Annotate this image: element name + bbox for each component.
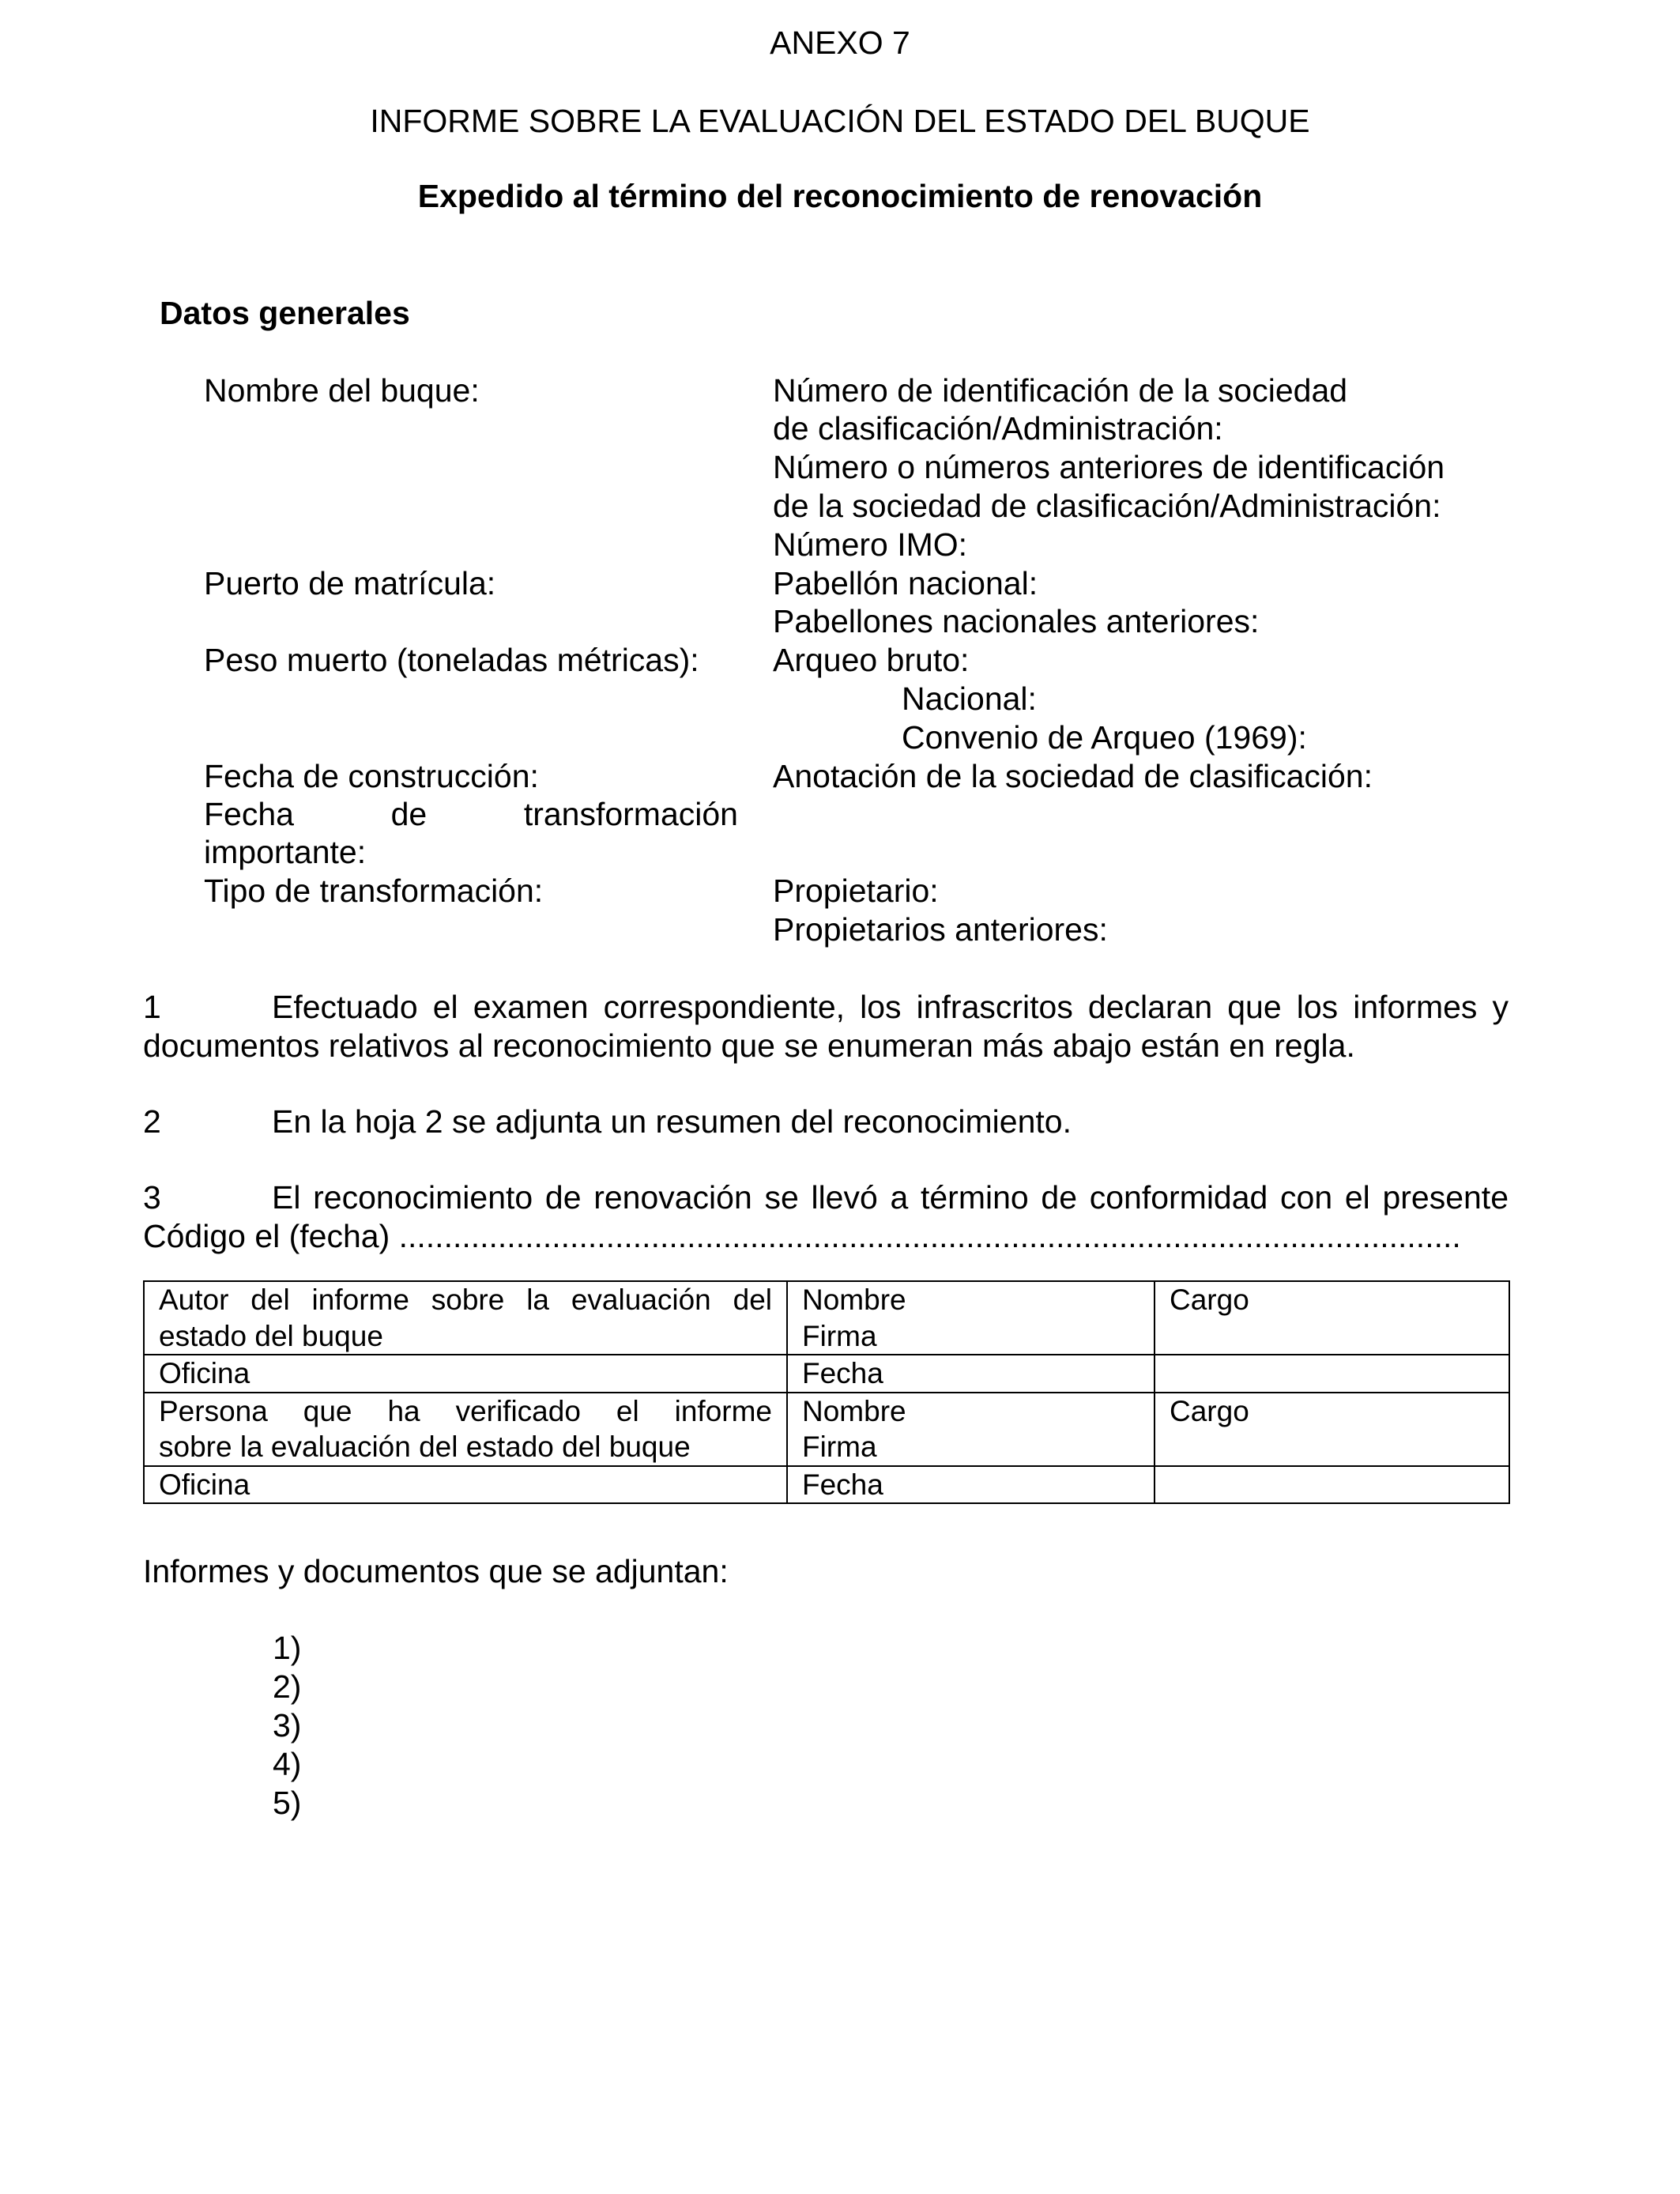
report-title: INFORME SOBRE LA EVALUACIÓN DEL ESTADO DEL BUQUE [370,103,1310,139]
table-row [144,1281,1509,1355]
convention-tonnage-label: Convenio de Arqueo (1969): [902,719,1307,756]
author-cell: Autor del informe sobre la evaluación del estado del buque [144,1281,787,1355]
table-row [144,1466,1509,1504]
signature-table [143,1280,1510,1504]
annex-title: ANEXO 7 [770,25,910,61]
conversion-date-label-cont: importante: [204,834,367,870]
paragraph-text: En la hoja 2 se adjunta un resumen del reconocimiento. [272,1103,1072,1140]
previous-id-numbers-label: Número o números anteriores de identificación [773,449,1445,485]
conversion-date-label: Fecha de transformación [204,796,738,832]
attachment-item: 1) [273,1630,302,1666]
deadweight-label: Peso muerto (toneladas métricas): [204,642,699,678]
office-cell: Oficina [144,1466,787,1504]
imo-number-label: Número IMO: [773,526,968,563]
class-id-number-label: Número de identificación de la sociedad [773,372,1348,409]
conversion-type-label: Tipo de transformación: [204,873,544,909]
build-date-label: Fecha de construcción: [204,758,539,794]
position-cell: Cargo [1155,1393,1509,1466]
attachment-item: 4) [273,1746,302,1782]
date-fill-line: Código el (fecha) ...................................................................................................................... [143,1217,1461,1254]
attachment-item: 3) [273,1707,302,1744]
paragraph-2 [143,1103,1509,1141]
name-signature-cell: Nombre Firma [787,1393,1155,1466]
paragraph-1 [143,988,1509,1065]
attachment-item: 2) [273,1668,302,1705]
empty-cell [1155,1355,1509,1393]
paragraph-text-cont: documentos relativos al reconocimiento que se enumeran más abajo están en regla. [143,1027,1355,1064]
port-of-registry-label: Puerto de matrícula: [204,565,496,601]
date-cell: Fecha [787,1355,1155,1393]
office-cell: Oficina [144,1355,787,1393]
verifier-cell: Persona que ha verificado el informe sobre la evaluación del estado del buque [144,1393,787,1466]
attachments-heading: Informes y documentos que se adjuntan: [143,1553,729,1589]
table-row [144,1393,1509,1466]
national-tonnage-label: Nacional: [902,680,1037,717]
previous-flags-label: Pabellones nacionales anteriores: [773,603,1260,639]
table-row [144,1355,1509,1393]
paragraph-number: 3 [143,1179,161,1216]
position-cell: Cargo [1155,1281,1509,1355]
previous-id-numbers-label-cont: de la sociedad de clasificación/Administración: [773,488,1441,524]
name-signature-cell: Nombre Firma [787,1281,1155,1355]
paragraph-number: 2 [143,1103,161,1140]
class-notation-label: Anotación de la sociedad de clasificación: [773,758,1373,794]
general-data-heading: Datos generales [160,295,410,331]
report-subtitle: Expedido al término del reconocimiento de renovación [417,178,1263,214]
flag-label: Pabellón nacional: [773,565,1038,601]
owner-label: Propietario: [773,873,939,909]
previous-owners-label: Propietarios anteriores: [773,911,1108,948]
gross-tonnage-label: Arqueo bruto: [773,642,970,678]
paragraph-3 [143,1178,1509,1255]
paragraph-text: Efectuado el examen correspondiente, los infrascritos declaran que los informes y [272,989,1509,1025]
date-cell: Fecha [787,1466,1155,1504]
paragraph-text: El reconocimiento de renovación se llevó a término de conformidad con el presente [272,1179,1509,1216]
class-id-number-label-cont: de clasificación/Administración: [773,410,1223,447]
paragraph-number: 1 [143,989,161,1025]
empty-cell [1155,1466,1509,1504]
attachment-item: 5) [273,1785,302,1821]
ship-name-label: Nombre del buque: [204,372,480,409]
